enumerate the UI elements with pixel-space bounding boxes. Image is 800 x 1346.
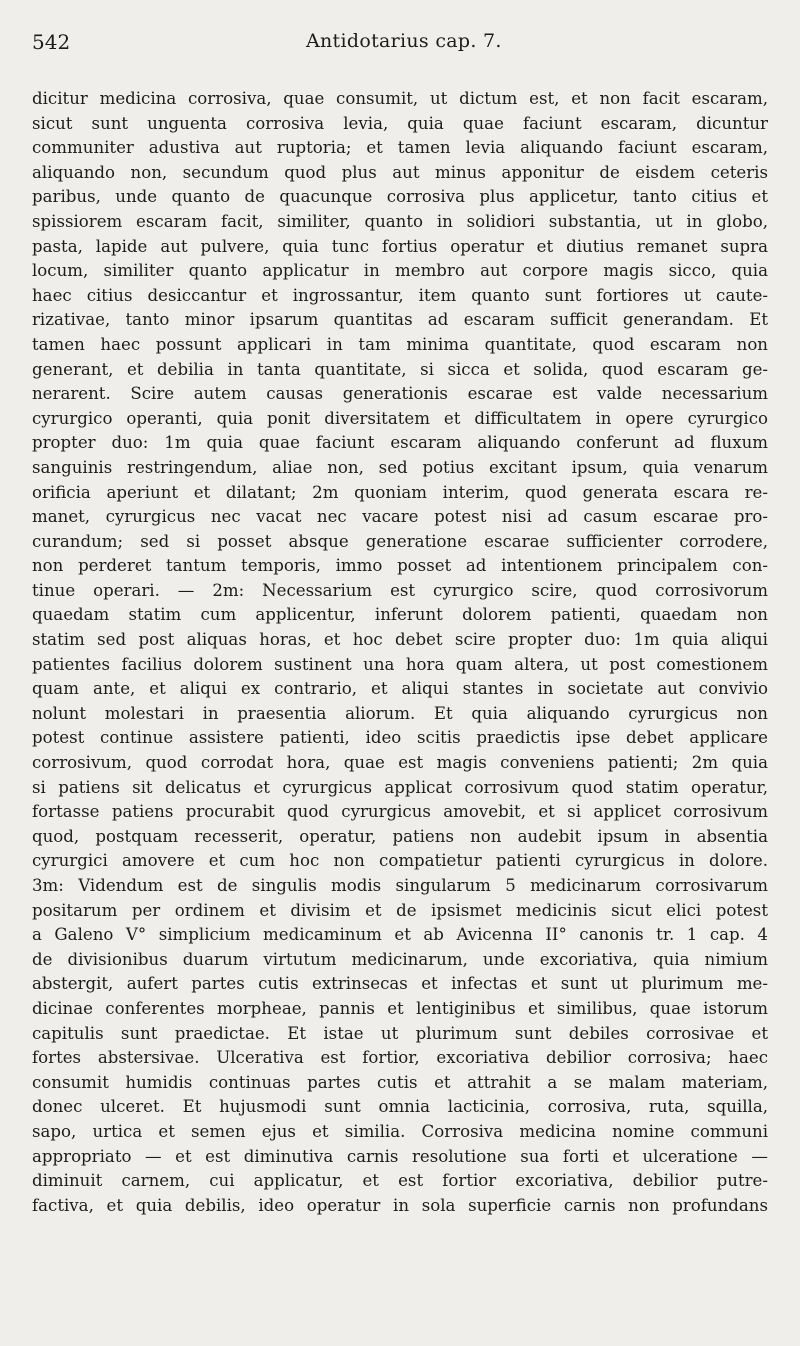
text-line: de divisionibus duarum virtutum medicinarum, unde excoriativa, quia nimium xyxy=(32,949,768,969)
text-line: communiter adustiva aut ruptoria; et tamen levia aliquando faciunt escaram, xyxy=(32,138,768,158)
text-line: generant, et debilia in tanta quantitate, si sicca et solida, quod escaram ge- xyxy=(32,359,768,379)
text-line: aliquando non, secundum quod plus aut minus apponitur de eisdem ceteris xyxy=(32,162,768,182)
text-line: manet, cyrurgicus nec vacat nec vacare potest nisi ad casum escarae pro- xyxy=(32,507,768,527)
text-line: non perderet tantum temporis, immo posset ad intentionem principalem con- xyxy=(32,556,768,576)
text-line: fortasse patiens procurabit quod cyrurgicus amovebit, et si applicet corrosivum xyxy=(32,802,768,822)
text-line: diminuit carnem, cui applicatur, et est fortior excoriativa, debilior putre- xyxy=(32,1171,768,1191)
text-line: positarum per ordinem et divisim et de ipsismet medicinis sicut elici potest xyxy=(32,900,768,920)
text-line: paribus, unde quanto de quacunque corrosiva plus applicetur, tanto citius et xyxy=(32,187,768,207)
body-text xyxy=(32,87,768,1218)
text-line: potest continue assistere patienti, ideo scitis praedictis ipse debet applicare xyxy=(32,728,768,748)
text-line: sicut sunt unguenta corrosiva levia, quia quae faciunt escaram, dicuntur xyxy=(32,113,768,133)
text-line: nerarent. Scire autem causas generationis escarae est valde necessarium xyxy=(32,384,768,404)
text-line: patientes facilius dolorem sustinent una hora quam altera, ut post comestionem xyxy=(32,654,768,674)
text-line: si patiens sit delicatus et cyrurgicus applicat corrosivum quod statim operatur, xyxy=(32,777,768,797)
text-line: sapo, urtica et semen ejus et similia. Corrosiva medicina nomine communi xyxy=(32,1121,768,1141)
text-line: consumit humidis continuas partes cutis et attrahit a se malam materiam, xyxy=(32,1072,768,1092)
text-line: corrosivum, quod corrodat hora, quae est magis conveniens patienti; 2m quia xyxy=(32,753,768,773)
text-line: statim sed post aliquas horas, et hoc debet scire propter duo: 1m quia aliqui xyxy=(32,630,768,650)
text-line: tamen haec possunt applicari in tam minima quantitate, quod escaram non xyxy=(32,334,768,354)
text-line: dicinae conferentes morpheae, pannis et lentiginibus et similibus, quae istorum xyxy=(32,998,768,1018)
text-line: tinue operari. — 2m: Necessarium est cyrurgico scire, quod corrosivorum xyxy=(32,580,768,600)
text-line: pasta, lapide aut pulvere, quia tunc fortius operatur et diutius remanet supra xyxy=(32,236,768,256)
text-line: factiva, et quia debilis, ideo operatur in sola superficie carnis non profundans xyxy=(32,1195,768,1215)
text-line: propter duo: 1m quia quae faciunt escaram aliquando conferunt ad fluxum xyxy=(32,433,768,453)
text-line: rizativae, tanto minor ipsarum quantitas ad escaram sufficit generandam. Et xyxy=(32,310,768,330)
text-line: a Galeno V° simplicium medicaminum et ab Avicenna II° canonis tr. 1 cap. 4 xyxy=(32,925,768,945)
text-line: cyrurgico operanti, quia ponit diversitatem et difficultatem in opere cyrurgico xyxy=(32,408,768,428)
text-line: fortes abstersivae. Ulcerativa est fortior, excoriativa debilior corrosiva; haec xyxy=(32,1048,768,1068)
text-line: dicitur medicina corrosiva, quae consumit, ut dictum est, et non facit escaram, xyxy=(32,89,768,108)
page-number: 542 xyxy=(32,30,71,54)
text-line: quod, postquam recesserit, operatur, patiens non audebit ipsum in absentia xyxy=(32,826,768,846)
text-line: quam ante, et aliqui ex contrario, et aliqui stantes in societate aut convivio xyxy=(32,679,768,699)
text-line: sanguinis restringendum, aliae non, sed potius excitant ipsum, quia venarum xyxy=(32,457,768,477)
text-line: orificia aperiunt et dilatant; 2m quoniam interim, quod generata escara re- xyxy=(32,482,768,502)
text-line: 3m: Videndum est de singulis modis singularum 5 medicinarum corrosivarum xyxy=(32,876,768,895)
text-line: capitulis sunt praedictae. Et istae ut plurimum sunt debiles corrosivae et xyxy=(32,1023,768,1043)
text-line: cyrurgici amovere et cum hoc non compatietur patienti cyrurgicus in dolore. xyxy=(32,851,768,871)
text-line: curandum; sed si posset absque generatione escarae sufficienter corrodere, xyxy=(32,531,768,551)
text-line: nolunt molestari in praesentia aliorum. Et quia aliquando cyrurgicus non xyxy=(32,703,768,723)
text-line: quaedam statim cum applicentur, inferunt dolorem patienti, quaedam non xyxy=(32,605,768,625)
page-header xyxy=(32,30,768,60)
text-line: appropriato — et est diminutiva carnis resolutione sua forti et ulceratione — xyxy=(32,1146,768,1166)
running-title: Antidotarius cap. 7. xyxy=(306,30,502,52)
text-line: haec citius desiccantur et ingrossantur, item quanto sunt fortiores ut caute- xyxy=(32,285,768,305)
text-line: donec ulceret. Et hujusmodi sunt omnia lacticinia, corrosiva, ruta, squilla, xyxy=(32,1097,768,1117)
text-line: locum, similiter quanto applicatur in membro aut corpore magis sicco, quia xyxy=(32,261,768,281)
text-line: spissiorem escaram facit, similiter, quanto in solidiori substantia, ut in globo, xyxy=(32,211,768,231)
text-line: abstergit, aufert partes cutis extrinsecas et infectas et sunt ut plurimum me- xyxy=(32,974,768,994)
